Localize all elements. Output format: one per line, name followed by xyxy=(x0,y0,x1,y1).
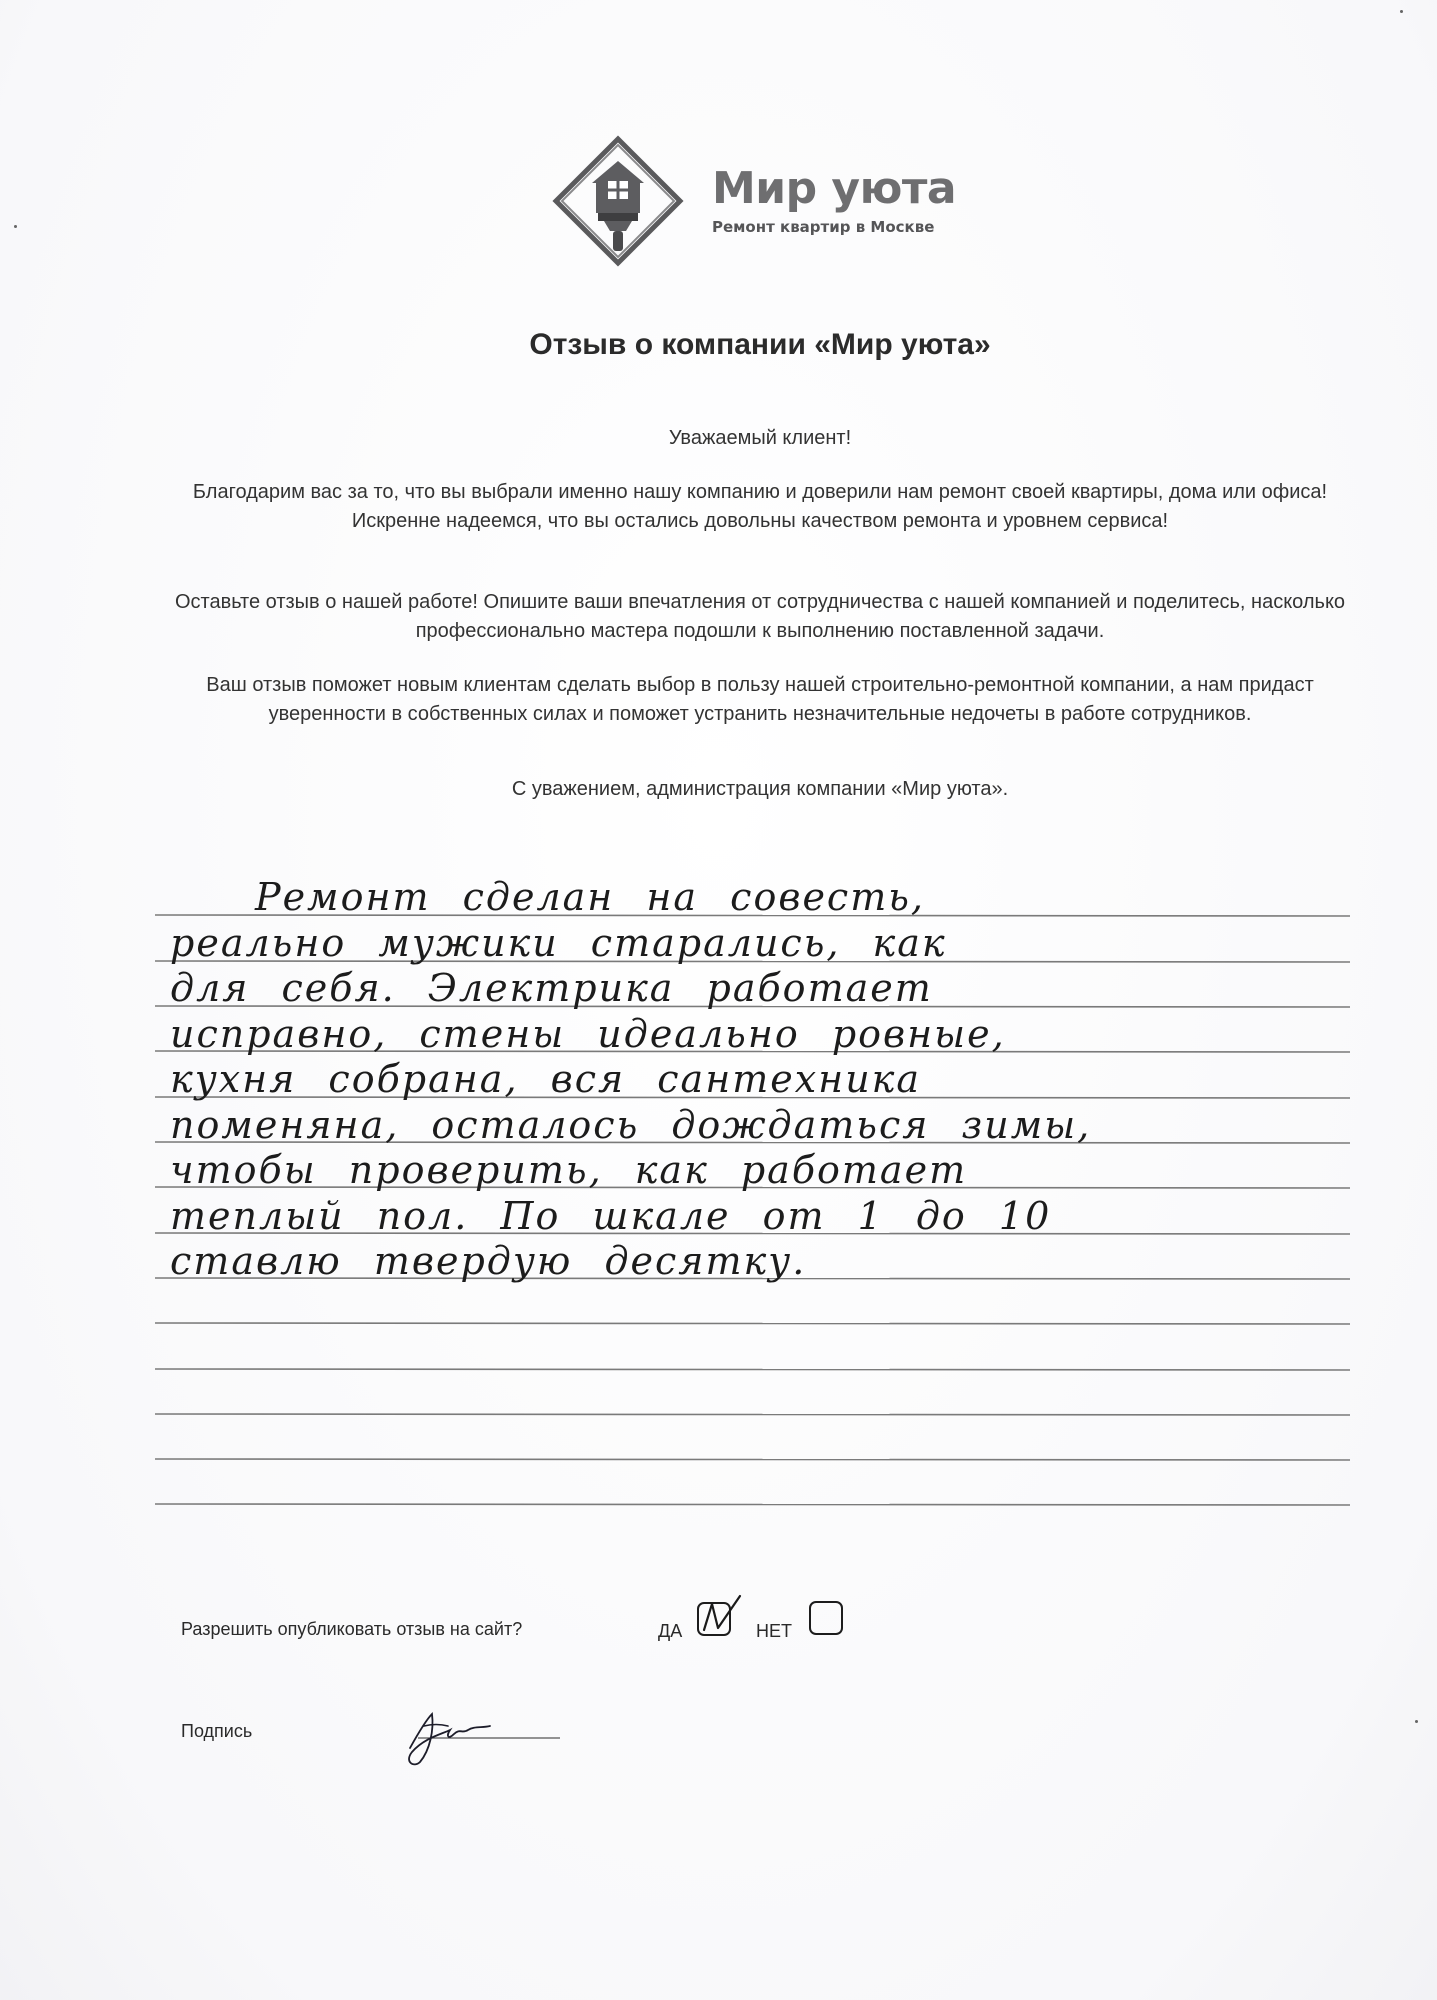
rule-line xyxy=(155,1369,1350,1370)
review-line: Ремонт сделан на совесть, xyxy=(255,875,926,919)
rule-line xyxy=(155,1414,1350,1415)
review-line: поменяна, осталось дождаться зимы, xyxy=(170,1102,1092,1147)
yes-label: ДА xyxy=(658,1621,683,1641)
handwritten-signature xyxy=(390,1700,565,1770)
rule-line xyxy=(155,1323,1350,1324)
scan-speck xyxy=(14,225,17,228)
greeting: Уважаемый клиент! xyxy=(668,427,852,449)
logo-tagline: Ремонт квартир в Москве xyxy=(712,218,935,236)
review-line: теплый пол. По шкале от 1 до 10 xyxy=(170,1193,1052,1238)
signature-label: Подпись xyxy=(181,1721,253,1741)
review-line: для себя. Электрика работает xyxy=(170,966,933,1010)
logo-name: Мир уюта xyxy=(712,163,957,214)
review-line: реально мужики старались, как xyxy=(170,920,947,965)
review-line: чтобы проверить, как работает xyxy=(170,1148,968,1192)
review-line: исправно, стены идеально ровные, xyxy=(170,1011,1006,1056)
company-logo xyxy=(552,135,957,270)
publish-no-checkbox[interactable] xyxy=(809,1601,843,1635)
scan-speck xyxy=(1400,10,1403,13)
rule-line xyxy=(155,1459,1350,1460)
review-line: ставлю твердую десятку. xyxy=(170,1239,807,1283)
benefit-paragraph: Ваш отзыв поможет новым клиентам сделать выбор в пользу нашей строительно-ремонтной компании, а нам придаст уверенности в собственных силах и поможет устранить незначительные недочеты в работе сотрудников. xyxy=(206,674,1314,725)
closing-line: С уважением, администрация компании «Мир уюта». xyxy=(511,778,1009,800)
page-title: Отзыв о компании «Мир уюта» xyxy=(529,328,991,361)
handwritten-review xyxy=(170,875,1240,1285)
publish-question: Разрешить опубликовать отзыв на сайт? xyxy=(181,1619,523,1639)
request-paragraph: Оставьте отзыв о нашей работе! Опишите ваши впечатления от сотрудничества с нашей компанией и поделитесь, насколько профессионально мастера подошли к выполнению поставленной задачи. xyxy=(174,591,1346,642)
no-label: НЕТ xyxy=(756,1621,792,1641)
scan-speck xyxy=(1415,1720,1418,1723)
intro-paragraph: Благодарим вас за то, что вы выбрали именно нашу компанию и доверили нам ремонт своей квартиры, дома или офиса! Искренне надеемся, что вы остались довольны качеством ремонта и уровнем сервиса! xyxy=(192,481,1328,532)
review-line: кухня собрана, вся сантехника xyxy=(170,1057,922,1101)
house-brush-logo-icon xyxy=(552,135,684,267)
rule-line xyxy=(155,1504,1350,1505)
yes-checkmark-icon xyxy=(690,1590,750,1640)
